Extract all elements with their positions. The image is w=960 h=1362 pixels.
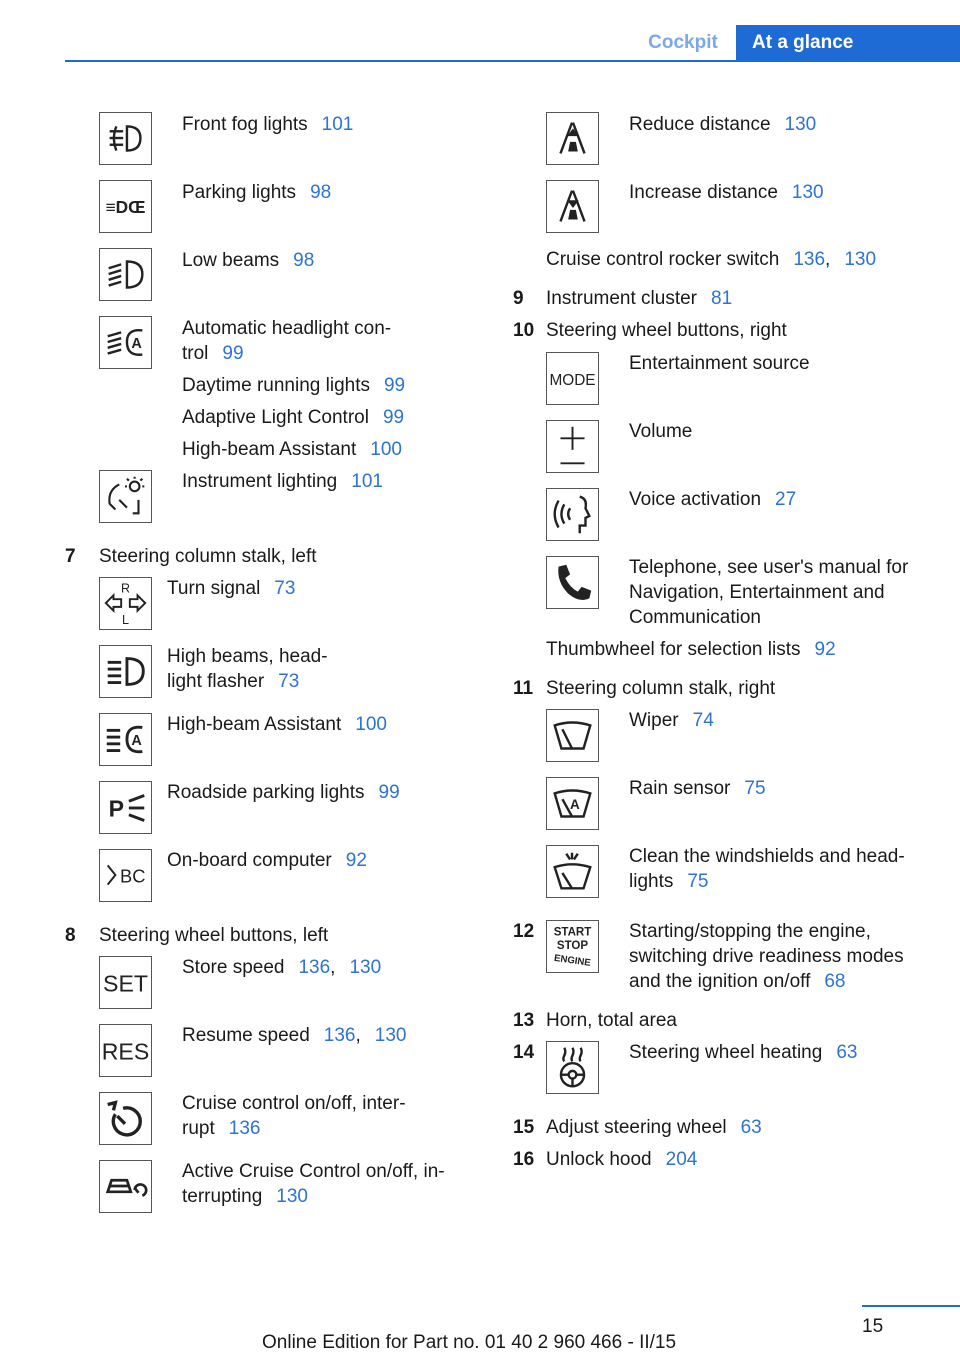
parking-lights-icon [99,180,152,233]
section-title: Steering column stalk, left [99,546,317,567]
automatic-headlight-entry-cont: trol 99 [182,343,244,364]
wiper-entry: Wiper 74 [629,710,714,731]
header-section-tab: Cockpit [648,32,718,53]
high-beam-assistant-entry-2: High-beam Assistant 100 [167,714,387,735]
page-ref-link[interactable]: 100 [355,714,387,735]
steering-wheel-heating-entry: Steering wheel heating 63 [629,1042,858,1063]
svg-text:MODE: MODE [549,371,596,389]
clean-windshield-entry: Clean the windshields and head- [629,846,905,867]
section-number: 8 [65,925,76,946]
page-ref-link[interactable]: 130 [374,1025,407,1046]
adjust-steering-wheel-entry: Adjust steering wheel 63 [546,1117,762,1138]
clean-windshield-entry-cont: lights 75 [629,871,709,892]
page-ref-link[interactable]: 63 [740,1117,762,1138]
page-ref-link[interactable]: 130 [791,182,824,203]
telephone-entry-cont: Communication [629,607,761,628]
section-title: Steering column stalk, right [546,678,776,699]
telephone-entry-cont: Navigation, Entertainment and [629,582,885,603]
start-stop-engine-icon [546,920,599,973]
daytime-running-lights-entry: Daytime running lights 99 [182,375,406,396]
section-number: 12 [513,921,535,942]
page-ref-link[interactable]: 75 [744,778,766,799]
low-beams-entry: Low beams 98 [182,250,315,271]
page-ref-link[interactable]: 68 [824,971,846,992]
page-ref-link[interactable]: 92 [814,639,836,660]
high-beams-icon [99,645,152,698]
high-beams-entry: High beams, head- [167,646,328,667]
telephone-entry: Telephone, see user's manual for [629,557,909,578]
section-title: Steering wheel buttons, right [546,320,787,341]
svg-text:A: A [570,796,580,812]
on-board-computer-entry: On-board computer 92 [167,850,367,871]
section-number: 13 [513,1010,535,1031]
entertainment-source-entry: Entertainment source [629,353,810,374]
turn-signal-entry: Turn signal 73 [167,578,296,599]
store-speed-entry: Store speed 136, 130 [182,957,382,978]
voice-activation-entry: Voice activation 27 [629,489,797,510]
page-ref-link[interactable]: 100 [370,439,402,460]
page-ref-link[interactable]: 101 [321,114,354,135]
on-board-computer-icon [99,849,152,902]
resume-speed-entry: Resume speed 136, 130 [182,1025,407,1046]
start-stop-entry-cont: switching drive readiness modes [629,946,904,967]
page-ref-link[interactable]: 63 [836,1042,858,1063]
roadside-parking-entry: Roadside parking lights 99 [167,782,400,803]
cruise-rocker-entry: Cruise control rocker switch 136, 130 [546,249,877,270]
section-title: Steering wheel buttons, left [99,925,329,946]
increase-distance-entry: Increase distance 130 [629,182,824,203]
section-number: 15 [513,1117,535,1138]
page-ref-link[interactable]: 75 [687,871,709,892]
resume-speed-res-icon [99,1024,152,1077]
header-chapter-tab: At a glance [736,25,960,61]
page-number: 15 [862,1316,884,1337]
high-beam-assistant-icon [99,713,152,766]
washer-icon [546,845,599,898]
header-rule [65,60,960,62]
section-number: 16 [513,1149,535,1170]
page-ref-link[interactable]: 204 [665,1149,698,1170]
page-ref-link[interactable]: 98 [293,250,315,271]
page-ref-link[interactable]: 136 [228,1118,261,1139]
mode-button-icon [546,352,599,405]
telephone-icon [546,556,599,609]
page-ref-link[interactable]: 99 [222,343,244,364]
edition-footer: Online Edition for Part no. 01 40 2 960 466 - II/15 [262,1332,677,1353]
thumbwheel-entry: Thumbwheel for selection lists 92 [546,639,836,660]
footer-rule [862,1305,960,1307]
page-ref-link[interactable]: 73 [278,671,300,692]
svg-text:BC: BC [120,865,146,887]
volume-plus-minus-icon [546,420,599,473]
page-ref-link[interactable]: 81 [711,288,733,309]
page-ref-link[interactable]: 130 [844,249,877,270]
page-ref-link[interactable]: 99 [382,407,405,428]
volume-entry: Volume [629,421,693,442]
cruise-control-icon [99,1092,152,1145]
instrument-lighting-icon [99,470,152,523]
store-speed-set-icon [99,956,152,1009]
section-number: 11 [513,678,534,699]
wiper-icon [546,709,599,762]
page-ref-link[interactable]: 98 [310,182,332,203]
active-cruise-control-entry: Active Cruise Control on/off, in- [182,1161,445,1182]
section-number: 10 [513,320,535,341]
cruise-control-entry: Cruise control on/off, inter- [182,1093,406,1114]
page-ref-link[interactable]: 136 [298,957,331,978]
page-ref-link[interactable]: 27 [775,489,797,510]
horn-entry: Horn, total area [546,1010,677,1031]
svg-text:START: START [553,926,592,939]
front-fog-lights-icon [99,112,152,165]
active-cruise-control-entry-cont: terrupting 130 [182,1186,308,1207]
adaptive-light-control-entry: Adaptive Light Control 99 [182,407,405,428]
active-cruise-control-icon [99,1160,152,1213]
start-stop-entry-cont: and the ignition on/off 68 [629,971,846,992]
roadside-parking-icon [99,781,152,834]
reduce-distance-icon [546,112,599,165]
section-number: 7 [65,546,76,567]
page-ref-link[interactable]: 130 [349,957,382,978]
automatic-headlight-entry: Automatic headlight con- [182,318,392,339]
page-ref-link[interactable]: 130 [276,1186,308,1207]
parking-lights-entry: Parking lights 98 [182,182,332,203]
svg-text:L: L [122,613,129,628]
page-ref-link[interactable]: 101 [351,471,383,492]
instrument-cluster-entry: Instrument cluster 81 [546,288,733,309]
turn-signal-icon [99,577,152,630]
page-ref-link[interactable]: 136 [323,1025,356,1046]
high-beam-assistant-entry: High-beam Assistant 100 [182,439,402,460]
page-ref-link[interactable]: 130 [784,114,817,135]
cruise-control-entry-cont: rupt 136 [182,1118,261,1139]
page-ref-link[interactable]: 73 [274,578,296,599]
svg-text:A: A [131,335,142,352]
page-ref-link[interactable]: 136 [793,249,826,270]
svg-text:R: R [120,581,131,596]
automatic-headlight-icon [99,316,152,369]
page-ref-link[interactable]: 99 [383,375,406,396]
unlock-hood-entry: Unlock hood 204 [546,1149,698,1170]
instrument-lighting-entry: Instrument lighting 101 [182,471,383,492]
svg-text:ENGINE: ENGINE [553,952,592,969]
start-stop-entry: Starting/stopping the engine, [629,921,871,942]
svg-text:RES: RES [101,1038,150,1065]
low-beams-icon [99,248,152,301]
section-number: 14 [513,1042,535,1063]
steering-wheel-heating-icon [546,1041,599,1094]
page-ref-link[interactable]: 74 [692,710,714,731]
increase-distance-icon [546,180,599,233]
page-ref-link[interactable]: 92 [345,850,367,871]
page-ref-link[interactable]: 99 [378,782,400,803]
svg-text:≡DŒ: ≡DŒ [105,196,146,217]
svg-text:A: A [131,732,142,749]
voice-activation-icon [546,488,599,541]
svg-text:SET: SET [103,970,148,997]
rain-sensor-entry: Rain sensor 75 [629,778,766,799]
svg-text:STOP: STOP [556,939,589,952]
section-number: 9 [513,288,524,309]
svg-text:P: P [108,795,125,822]
high-beams-entry-cont: light flasher 73 [167,671,300,692]
reduce-distance-entry: Reduce distance 130 [629,114,817,135]
rain-sensor-icon [546,777,599,830]
front-fog-lights-entry: Front fog lights 101 [182,114,354,135]
